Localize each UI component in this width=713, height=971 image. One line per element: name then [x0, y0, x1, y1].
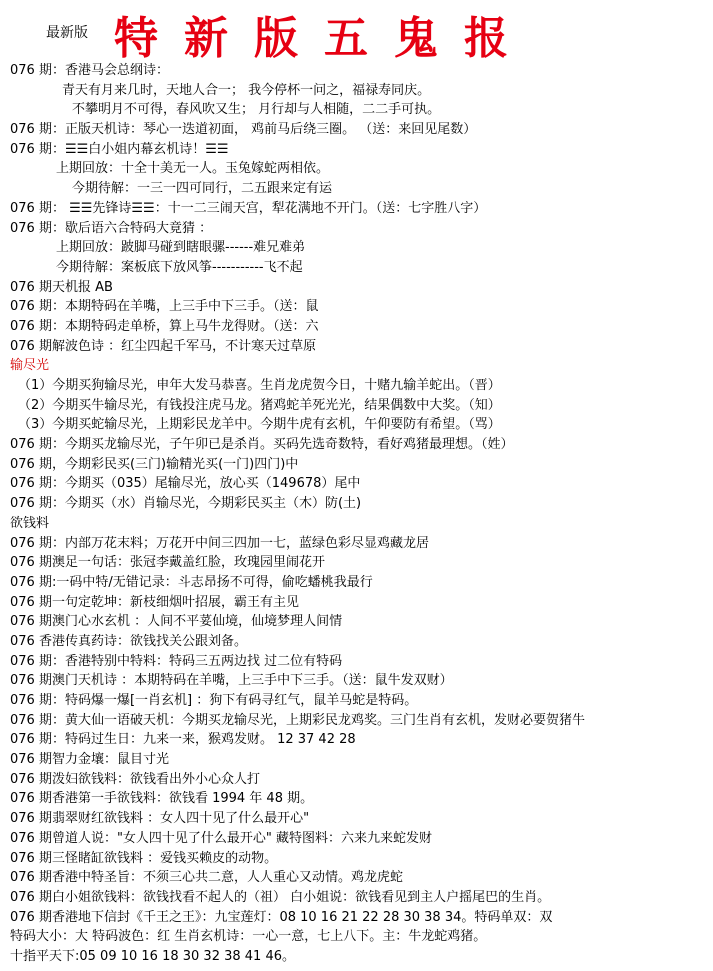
bulletin-line: 076 期：特码爆一爆[一肖玄机] ：狗下有码寻红气，鼠羊马蛇是特码。 [10, 693, 418, 708]
bulletin-line: 十指平天下:05 09 10 16 18 30 32 38 41 46。 [10, 948, 295, 964]
bulletin-line: 076 期:一码中特/无错记录：斗志昂扬不可得，偷吃蟠桃我最行 [10, 574, 373, 590]
bulletin-line: 076 期三怪睹缸欲钱料 ：爱钱买赖皮的动物。 [10, 850, 278, 866]
bulletin-line: 076 期，今期彩民买(三门)输精光买(一门)四门)中 [10, 456, 299, 472]
edition-label: 最新版 [46, 25, 88, 41]
bulletin-line: 076 期一句定乾坤：新枝细烟叶招展，霸王有主见 [10, 594, 299, 610]
bulletin-line: 076 期香港第一手欲钱料：欲钱看 1994 年 48 期。 [10, 791, 314, 807]
bulletin-line: 076 期泼妇欲钱料：欲钱看出外小心众人打 [10, 771, 260, 787]
bulletin-line: （2）今期买牛输尽光，有钱投注虎马龙。猪鸡蛇羊死光光，结果偶数中大奖。（知） [18, 397, 501, 413]
bulletin-line: 076 期白小姐欲钱料：欲钱找看不起人的（祖） 白小姐说：欲钱看见到主人户摇尾巴的生肖。 [10, 889, 551, 905]
bulletin-line: 076 期：歇后语六合特码大竟猜 ： [10, 220, 213, 236]
bulletin-line: 076 期：香港特别中特料：特码三五两边找 过二位有特码 [10, 653, 343, 669]
bulletin-line: 076 期：内部万花末料；万花开中间三四加一七，蓝绿色彩尽显鸡藏龙居 [10, 535, 429, 551]
bulletin-line: 076 期：香港马会总纲诗： [10, 63, 169, 78]
bulletin-line: 特码大小：大 特码波色：红 生肖玄机诗：一心一意，七上八下。主：牛龙蛇鸡猪。 [10, 929, 487, 945]
bulletin-line: 076 期翡翠财红欲钱料 ：女人四十见了什么最开心" [10, 811, 310, 827]
bulletin-line: 青天有月来几时，天地人合一； 我今停杯一问之，福禄寿同庆。 [62, 82, 431, 98]
section-heading: 输尽光 [10, 358, 50, 374]
bulletin-line: 076 期解波色诗 ：红尘四起千军马，不计寒天过草原 [10, 338, 317, 354]
bulletin-line: 076 期澳门天机诗 ：本期特码在羊嘴，上三手中下三手。（送：鼠牛发双财） [10, 673, 453, 689]
page-header [0, 0, 713, 62]
bulletin-line: 076 期香港中特圣旨：不须三心共二意，人人重心又动情。鸡龙虎蛇 [10, 870, 403, 886]
bulletin-line: 076 期：特码过生日：九来一来，猴鸡发财。 12 37 42 28 [10, 732, 356, 748]
page-title: 特新版五鬼报 [114, 13, 534, 64]
bulletin-line: 076 期曾道人说："女人四十见了什么最开心" 藏特图料：六来九来蛇发财 [10, 830, 433, 846]
bulletin-line: 076 期：本期特码在羊嘴，上三手中下三手。（送：鼠 [10, 299, 319, 315]
bulletin-line: 076 期澳足一句话：张冠李戴盖红脸，玫瑰园里闹花开 [10, 555, 325, 571]
bulletin-line: 076 期澳门心水玄机 ：人间不平荽仙境，仙境梦理人间情 [10, 614, 343, 630]
bulletin-content [10, 61, 710, 967]
bulletin-line: 076 期：黄大仙一语破天机：今期买龙输尽光，上期彩民龙鸡奖。三门生肖有玄机，发财必要贺猪牛 [10, 712, 585, 728]
bulletin-line: 今期待解：案板底下放风筝-----------飞不起 [56, 259, 303, 275]
bulletin-line: 上期回放：十全十美无一人。玉兔嫁蛇两相依。 [56, 161, 330, 177]
bulletin-line: 076 期：☰☰白小姐内幕玄机诗！☰☰ [10, 141, 229, 157]
bulletin-line: 076 期：今期买（水）肖输尽光，今期彩民买主（木）防(土) [10, 496, 362, 512]
bulletin-line: 076 香港传真药诗：欲钱找关公跟刘备。 [10, 633, 247, 649]
bulletin-line: 076 期智力金壤：鼠目寸光 [10, 752, 169, 768]
bulletin-line: 076 期天机报 AB [10, 279, 113, 295]
bulletin-line: 不攀明月不可得，春风吹又生； 月行却与人相随，二二手可执。 [72, 102, 441, 118]
bulletin-line: 上期回放：跛脚马碰到瞎眼骡------难兄难弟 [56, 240, 306, 256]
bulletin-line: 076 期：本期特码走单桥，算上马牛龙得财。（送：六 [10, 318, 319, 334]
bulletin-line: （3）今期买蛇输尽光，上期彩民龙羊中。今期牛虎有玄机，午仰要防有希望。（骂） [18, 417, 501, 433]
bulletin-line: 076 期：今期买龙输尽光，子午卯已是杀肖。买码先选奇数特，看好鸡猪最理想。（姓） [10, 437, 514, 453]
bulletin-line: 076 期香港地下信封《千王之王》：九宝莲灯：08 10 16 21 22 28 30 38 34。特码单双：双 [10, 909, 553, 925]
bulletin-line: 076 期：今期买（035）尾输尽光，放心买（149678）尾中 [10, 476, 361, 492]
bulletin-line: （1）今期买狗输尽光，申年大发马恭喜。生肖龙虎贺今日，十赌九输羊蛇出。（晋） [18, 378, 501, 393]
bulletin-line: 076 期：正版天机诗：琴心一迭道初面， 鸡前马后绕三圈。 （送：来回见尾数） [10, 122, 477, 138]
bulletin-line: 今期待解：一三一四可同行，二五跟来定有运 [72, 181, 333, 197]
bulletin-line: 076 期： ☰☰先锋诗☰☰：十一二三闹天宫，犁花满地不开门。（送：七字胜八字） [10, 200, 487, 216]
section-heading: 欲钱料 [10, 515, 50, 531]
